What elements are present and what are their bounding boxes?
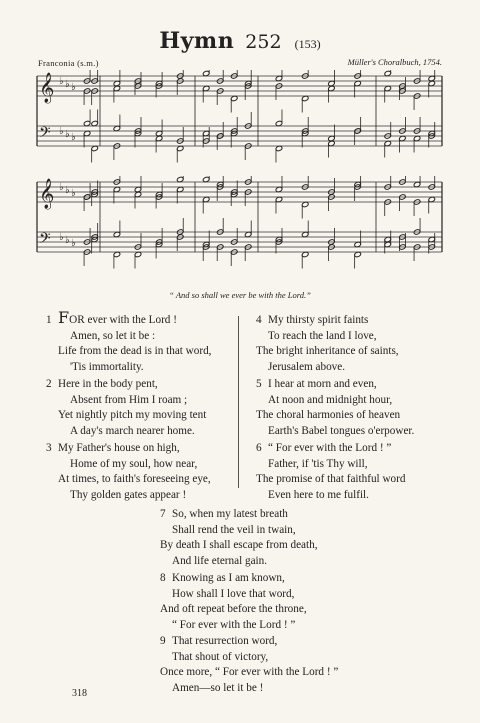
flat-icon: ♭ [59,76,64,87]
verse-line: OR ever with the Lord ! [69,314,177,326]
verse-line: Knowing as I am known, [172,572,285,584]
verse-line: The bright inheritance of saints, [256,345,399,358]
verse-3 [46,441,211,503]
verse-8 [160,571,307,633]
page-number: 318 [72,688,87,699]
verse-line: The choral harmonies of heaven [256,409,401,422]
bass-clef-icon: 𝄢 [39,230,51,251]
verse-line: “ For ever with the Lord ! ” [172,618,296,631]
verse-6 [256,441,405,503]
flat-icon: ♭ [65,185,70,196]
verse-number: 7 [160,508,166,520]
verse-line: Thy golden gates appear ! [70,488,187,501]
flat-icon: ♭ [65,129,70,140]
verse-line: A day's march nearer home. [70,424,195,437]
tune-source: Müller's Choralbuch, 1754. [347,57,442,67]
verse-line: Home of my soul, how near, [70,457,198,470]
verse-2 [46,377,206,439]
verse-7 [160,507,318,569]
verse-line: And life eternal gain. [172,554,268,567]
drop-cap: F [58,308,70,327]
verse-9 [160,634,338,696]
flat-icon: ♭ [59,182,64,193]
verse-number: 6 [256,442,262,454]
hymn-number: 252 [245,31,282,53]
verse-line: Even here to me fulfil. [268,488,369,501]
flat-icon: ♭ [59,232,64,243]
verse-line: That shout of victory, [172,650,269,663]
hymn-alt-number: (153) [294,37,321,51]
verse-number: 4 [256,314,262,326]
verse-line: My Father's house on high, [58,442,180,454]
verse-line: So, when my latest breath [172,508,288,520]
verse-line: How shall I love that word, [172,587,295,600]
verse-line: By death I shall escape from death, [160,539,318,552]
bass-clef-icon: 𝄢 [39,124,51,145]
verse-line: Here in the body pent, [58,378,158,390]
verse-line: The promise of that faithful word [256,473,406,486]
verse-number: 8 [160,572,166,584]
treble-clef-icon: 𝄞 [39,73,55,103]
verse-line: Earth's Babel tongues o'erpower. [268,424,415,437]
verse-line: Jerusalem above. [268,360,346,373]
flat-icon: ♭ [65,79,70,90]
verse-line: Life from the dead is in that word, [58,345,212,358]
verse-line: At noon and midnight hour, [268,393,393,406]
flat-icon: ♭ [65,235,70,246]
verse-number: 2 [46,378,52,390]
verse-line: To reach the land I love, [268,329,377,342]
verse-number: 1 [46,314,52,326]
verse-line: My thirsty spirit faints [268,314,369,326]
verse-line: Yet nightly pitch my moving tent [58,409,207,422]
verse-line: I hear at morn and even, [268,378,377,390]
verse-line: And oft repeat before the throne, [160,603,307,616]
flat-icon: ♭ [71,238,76,249]
verse-1 [46,308,212,375]
verse-number: 5 [256,378,262,390]
verse-line: Shall rend the veil in twain, [172,523,296,536]
flat-icon: ♭ [71,188,76,199]
flat-icon: ♭ [71,132,76,143]
tune-name: Franconia (s.m.) [38,58,99,68]
flat-icon: ♭ [59,126,64,137]
verse-line: 'Tis immortality. [70,360,144,373]
verse-line: Absent from Him I roam ; [70,393,188,406]
epigraph: “ And so shall we ever be with the Lord.” [169,290,311,300]
verse-line: “ For ever with the Lord ! ” [268,442,392,454]
verse-line: Amen—so let it be ! [172,681,264,694]
verse-line: Once more, “ For ever with the Lord ! ” [160,666,339,679]
verse-line: That resurrection word, [172,635,278,647]
verse-4 [256,313,399,375]
treble-clef-icon: 𝄞 [39,179,55,209]
verse-line: Amen, so let it be : [70,329,156,342]
hymn-word: Hymn [159,28,235,54]
music-system-2 [0,176,480,276]
flat-icon: ♭ [71,82,76,93]
music-system-1 [0,70,480,170]
verse-line: Father, if 'tis Thy will, [268,457,368,470]
verse-5 [256,377,414,439]
verse-number: 9 [160,635,166,647]
hymn-title [0,28,480,54]
verse-number: 3 [46,442,52,454]
column-divider [238,316,239,488]
verse-line: At times, to faith's foreseeing eye, [58,473,211,486]
